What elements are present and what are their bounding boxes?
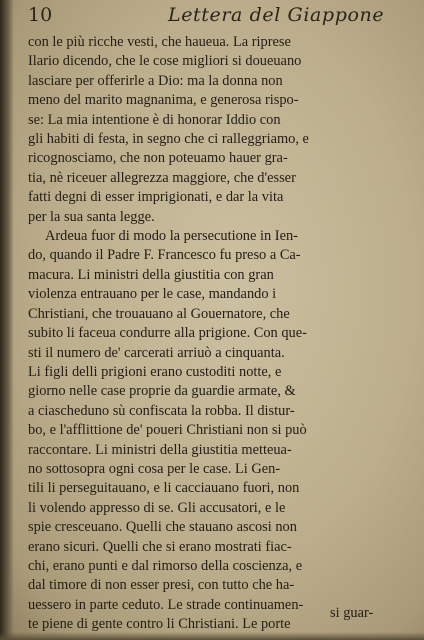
text-line: raccontare. Li ministri della giustitia metteua- <box>28 441 292 458</box>
text-line: sti il numero de' carcerati arriuò a cinquanta. <box>28 344 285 361</box>
text-line: macura. Li ministri della giustitia con gran <box>28 266 274 283</box>
text-line: uessero in parte ceduto. Le strade continuamen- <box>28 596 304 613</box>
text-line: tili li perseguitauano, e li cacciauano fuori, non <box>28 480 300 497</box>
paragraph-start-line: Ardeua fuor di modo la persecutione in Ien- <box>45 228 298 245</box>
page-header <box>28 4 388 30</box>
text-line: fatti degni di esser imprigionati, e dar la vita <box>28 189 284 206</box>
text-line: gli habiti di festa, in segno che ci ralleggriamo, e <box>28 131 309 148</box>
page-bottom-edge <box>0 632 424 640</box>
text-line: no sottosopra ogni cosa per le case. Li Gen- <box>28 460 281 477</box>
text-line: Li figli delli prigioni erano custoditi notte, e <box>28 363 282 380</box>
text-line: tia, nè riceuer allegrezza maggiore, che d'esser <box>28 169 296 186</box>
text-line: Ilario dicendo, che le cose migliori si doueuano <box>28 53 302 70</box>
text-line: do, quando il Padre F. Francesco fu preso a Ca- <box>28 247 301 264</box>
text-line: con le più ricche vesti, che haueua. La riprese <box>28 34 291 50</box>
text-line: spie cresceuano. Quelli che stauano ascosi non <box>28 519 297 536</box>
text-line: ricognosciamo, che non poteuamo hauer gra- <box>28 150 288 167</box>
text-line: giorno nelle case proprie da guardie armate, & <box>28 383 296 400</box>
body-text <box>28 33 388 635</box>
text-line: bo, e l'afflittione de' poueri Christiani non si può <box>28 422 307 439</box>
text-line: a ciascheduno sù confiscata la robba. Il distur- <box>28 402 295 419</box>
text-line: se: La mia intentione è di honorar Iddio con <box>28 111 281 128</box>
text-line: Christiani, che trouauano al Gouernatore, che <box>28 305 290 322</box>
page-number: 10 <box>28 4 53 26</box>
text-line: lasciare per offerirle a Dio: ma la donna non <box>28 72 283 89</box>
text-line: te piene di gente contro li Christiani. Le porte <box>28 616 291 633</box>
text-line: subito li faceua condurre alla prigione. Con que- <box>28 325 307 342</box>
running-title: Lettera del Giappone <box>168 4 385 26</box>
book-gutter <box>0 0 14 640</box>
catchword: si guar- <box>330 605 374 621</box>
text-line: violenza entrauano per le case, mandando i <box>28 286 277 303</box>
text-line: chi, erano punti e dal rimorso della coscienza, e <box>28 557 303 574</box>
text-line: meno del marito magnanima, e generosa rispo- <box>28 92 299 109</box>
text-line: erano sicuri. Quelli che si erano mostrati fiac- <box>28 538 292 555</box>
text-line: dal timore di non esser presi, con tutto che ha- <box>28 577 295 594</box>
text-line: li volendo appresso di se. Gli accusatori, e le <box>28 499 286 516</box>
text-line: per la sua santa legge. <box>28 208 155 225</box>
